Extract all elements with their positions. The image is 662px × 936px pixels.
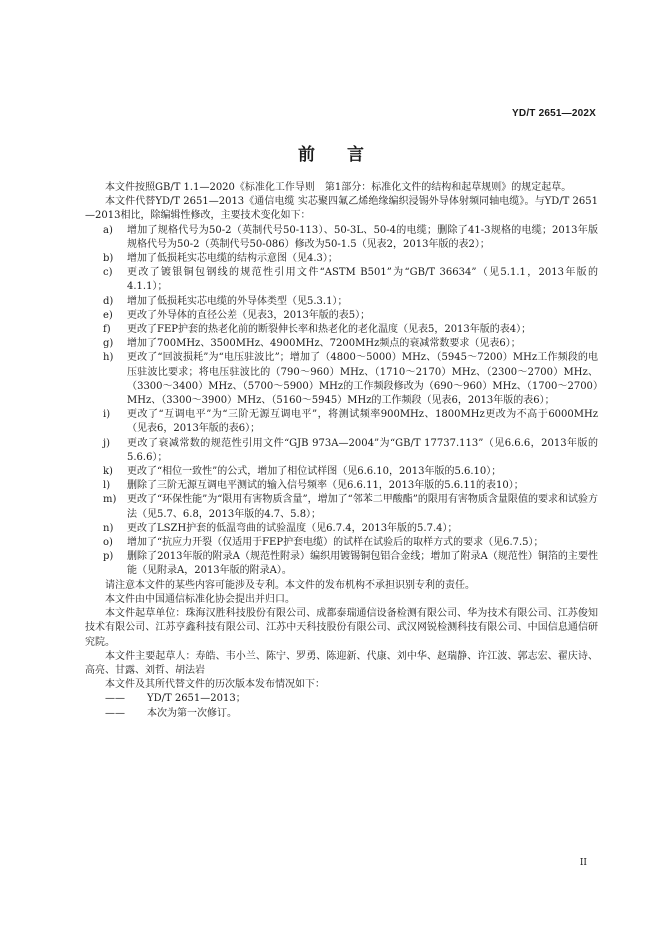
change-text: 更改了衰减常数的规范性引用文件“GJB 973A—2004”为“GB/T 17737.113”（见6.6.6，2013年版的5.6.6）； bbox=[127, 437, 598, 463]
history-item bbox=[85, 707, 598, 721]
change-item bbox=[85, 309, 598, 323]
change-label: o) bbox=[103, 537, 113, 549]
change-label: l) bbox=[103, 480, 111, 492]
change-text: 增加了规格代号为50-2（英制代号50-113）、50-3L、50-4的电缆；删除了41-3规格的电缆；2013年版规格代号为50-2（英制代号50-086）修改为50-1.5（见表2，2013年版的表2）； bbox=[127, 224, 598, 250]
change-label: e) bbox=[103, 309, 113, 321]
history-item bbox=[85, 692, 598, 706]
change-label: m) bbox=[103, 494, 117, 506]
change-text: 更改了“环保性能”为“限用有害物质含量”，增加了“邻苯二甲酸酯”的限用有害物质含量限值的要求和试验方法（见5.7、6.8，2013年版的4.7、5.8）； bbox=[127, 494, 598, 520]
change-label: b) bbox=[103, 253, 114, 265]
change-text: 增加了低损耗实芯电缆的外导体类型（见5.3.1）； bbox=[127, 295, 348, 307]
change-item bbox=[85, 522, 598, 536]
page-number: II bbox=[579, 858, 587, 868]
history-dash: —— bbox=[105, 693, 125, 705]
foreword-body bbox=[85, 181, 598, 721]
change-text: 增加了“抗应力开裂（仅适用于FEP护套电缆）的试样在试验后的取样方式的要求（见6.7.5）； bbox=[127, 537, 544, 549]
change-item bbox=[85, 351, 598, 408]
change-item bbox=[85, 465, 598, 479]
changes-list bbox=[85, 224, 598, 579]
change-item bbox=[85, 323, 598, 337]
change-text: 更改了FEP护套的热老化前的断裂伸长率和热老化的老化温度（见表5，2013年版的表4）； bbox=[127, 324, 532, 336]
change-item bbox=[85, 224, 598, 252]
change-item bbox=[85, 252, 598, 266]
change-item bbox=[85, 408, 598, 436]
intro-paragraph: 本文件代替YD/T 2651—2013《通信电缆 实芯聚四氟乙烯绝缘编织浸锡外导体射频同轴电缆》。与YD/T 2651—2013相比，除编辑性修改，主要技术变化如下： bbox=[85, 196, 598, 222]
change-item bbox=[85, 550, 598, 578]
change-item bbox=[85, 536, 598, 550]
change-label: h) bbox=[103, 352, 114, 364]
proposer-paragraph: 本文件由中国通信标准化协会提出并归口。 bbox=[105, 593, 295, 605]
change-label: k) bbox=[103, 466, 113, 478]
history-text: 本次为第一次修订。 bbox=[147, 707, 237, 719]
page-title: 前 言 bbox=[298, 145, 377, 165]
change-label: p) bbox=[103, 551, 114, 563]
change-text: 增加了低损耗实芯电缆的结构示意图（见4.3）； bbox=[127, 253, 338, 265]
change-text: 更改了外导体的直径公差（见表3，2013年版的表5）； bbox=[127, 309, 371, 321]
change-item bbox=[85, 266, 598, 294]
change-item bbox=[85, 493, 598, 521]
change-label: i) bbox=[103, 409, 111, 421]
change-item bbox=[85, 337, 598, 351]
document-id-header: YD/T 2651—202X bbox=[512, 108, 596, 119]
intro-paragraph: 本文件按照GB/T 1.1—2020《标准化工作导则 第1部分：标准化文件的结构和起草规则》的规定起草。 bbox=[105, 182, 572, 193]
change-label: j) bbox=[103, 437, 111, 449]
drafters-paragraph: 本文件主要起草人：寿皓、韦小兰、陈宁、罗勇、陈迎新、代康、刘中华、赵瑞静、许江波、郭志宏、翟庆诗、高亮、甘露、刘哲、胡法岩 bbox=[85, 650, 598, 676]
change-text: 删除了三阶无源互调电平测试的输入信号频率（见6.6.11，2013年版的5.6.11的表10）； bbox=[127, 480, 524, 492]
change-text: 增加了700MHz、3500MHz、4900MHz、7200MHz频点的衰减常数要求（见表6）； bbox=[127, 338, 521, 350]
change-label: d) bbox=[103, 295, 114, 307]
history-intro: 本文件及其所代替文件的历次版本发布情况如下： bbox=[105, 679, 325, 691]
change-item bbox=[85, 437, 598, 465]
change-item bbox=[85, 479, 598, 493]
change-label: c) bbox=[103, 267, 113, 279]
change-text: 更改了LSZH护套的低温弯曲的试验温度（见6.7.4，2013年版的5.7.4）； bbox=[127, 522, 458, 534]
change-text: 更改了“互调电平”为“三阶无源互调电平”，将测试频率900MHz、1800MHz更改为不高于6000MHz（见表6，2013年版的表6）； bbox=[127, 409, 598, 435]
change-label: f) bbox=[103, 324, 111, 336]
change-label: a) bbox=[103, 224, 113, 236]
change-item bbox=[85, 295, 598, 309]
patent-notice: 请注意本文件的某些内容可能涉及专利。本文件的发布机构不承担识别专利的责任。 bbox=[105, 579, 475, 591]
drafting-units-paragraph: 本文件起草单位：珠海汉胜科技股份有限公司、成都泰瑞通信设备检测有限公司、华为技术有限公司、江苏俊知技术有限公司、江苏亨鑫科技有限公司、江苏中天科技股份有限公司、武汉网锐检测科技有限公司、中国信息通信研究院。 bbox=[85, 608, 598, 648]
history-text: YD/T 2651—2013； bbox=[147, 693, 246, 705]
change-text: 删除了2013年版的附录A（规范性附录）编织用镀锡铜包铝合金线；增加了附录A（规范性）铜箔的主要性能（见附录A，2013年版的附录A）。 bbox=[127, 551, 598, 577]
history-dash: —— bbox=[105, 707, 125, 719]
change-label: n) bbox=[103, 522, 114, 534]
change-text: 更改了“相位一致性”的公式，增加了相位试样图（见6.6.10，2013年版的5.6.10）； bbox=[127, 466, 502, 478]
change-label: g) bbox=[103, 338, 114, 350]
change-text: 更改了“回波损耗”为“电压驻波比”；增加了（4800～5000）MHz、（5945～7200）MHz工作频段的电压驻波比要求；将电压驻波比的（790～960）MHz、（1710～2170）MHz、（2300～2700）MHz、（3300～3400）MHz、（5700～5900）MHz的工作频段修改为（690～960）MHz、（1700～2700）MHz、（3300～3900）MHz、（5160～5945）MHz的工作频段（见表6，2013年版的表6）； bbox=[127, 352, 598, 407]
change-text: 更改了镀银铜包钢线的规范性引用文件“ASTM B501”为“GB/T 36634”（见5.1.1，2013年版的4.1.1）； bbox=[127, 267, 598, 293]
